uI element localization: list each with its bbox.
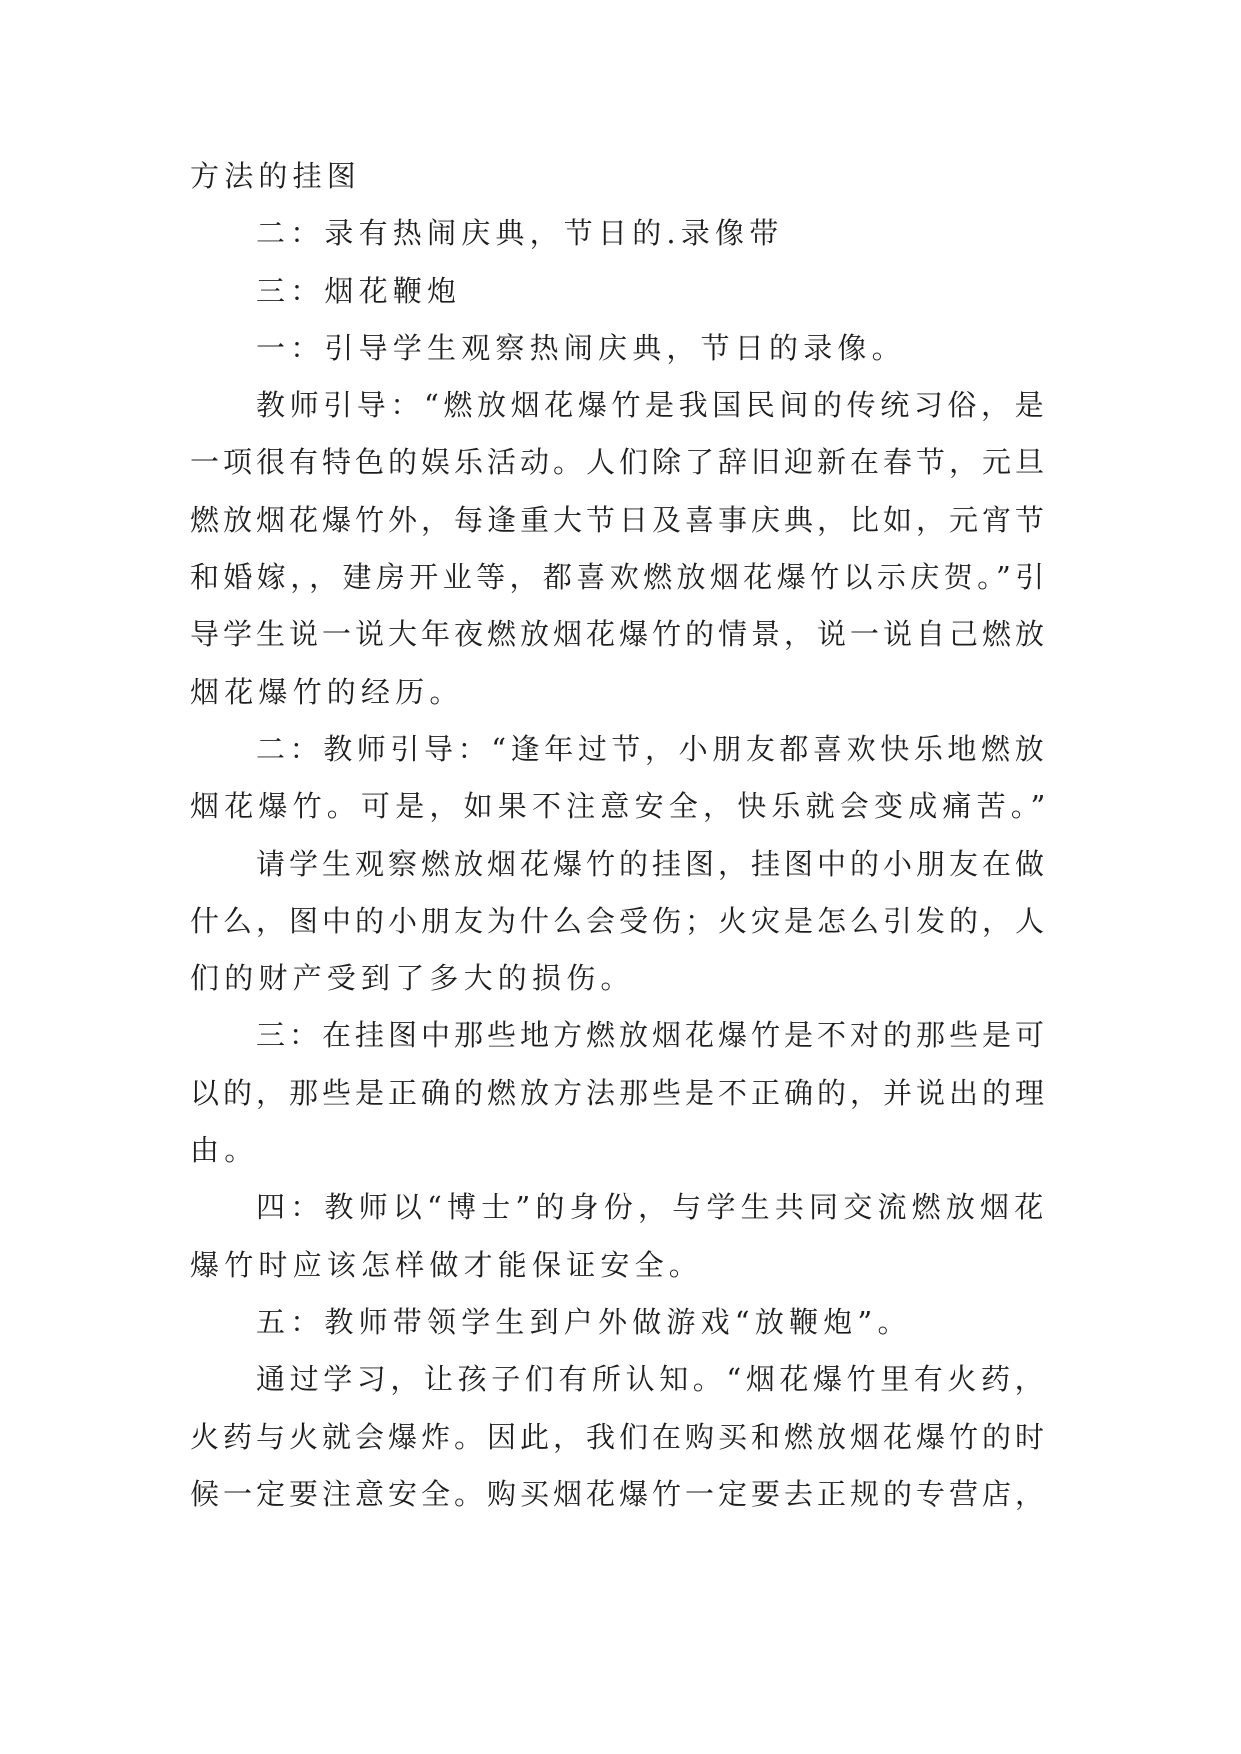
text-line: 五：教师带领学生到户外做游戏“放鞭炮”。 [256,1304,912,1339]
text-line: 由。 [190,1133,259,1168]
text-line: 二：教师引导：“逢年过节，小朋友都喜欢快乐地燃放 [256,731,1049,766]
text-line: 爆竹时应该怎样做才能保证安全。 [190,1247,704,1282]
text-line: 和婚嫁，，建房开业等，都喜欢燃放烟花爆竹以示庆贺。”引 [190,560,1049,595]
text-line: 以的，那些是正确的燃放方法那些是不正确的，并说出的理 [190,1075,1049,1110]
text-line: 候一定要注意安全。购买烟花爆竹一定要去正规的专营店， [190,1476,1049,1511]
text-line: 导学生说一说大年夜燃放烟花爆竹的情景，说一说自己燃放 [190,617,1049,652]
text-line: 方法的挂图 [190,159,362,193]
text-line: 一：引导学生观察热闹庆典，节日的录像。 [256,330,906,365]
text-line: 四：教师以“博士”的身份，与学生共同交流燃放烟花 [256,1190,1049,1225]
text-line: 烟花爆竹的经历。 [190,674,464,709]
text-line: 三：在挂图中那些地方燃放烟花爆竹是不对的那些是可 [256,1018,1049,1053]
text-line: 一项很有特色的娱乐活动。人们除了辞旧迎新在春节，元旦 [190,445,1049,480]
text-line: 三：烟花鞭炮 [256,273,462,308]
text-line: 通过学习，让孩子们有所认知。“烟花爆竹里有火药， [256,1362,1049,1397]
text-line: 火药与火就会爆炸。因此，我们在购买和燃放烟花爆竹的时 [190,1419,1049,1454]
text-line: 教师引导：“燃放烟花爆竹是我国民间的传统习俗，是 [256,388,1049,423]
text-line: 什么，图中的小朋友为什么会受伤；火灾是怎么引发的，人 [190,903,1049,938]
text-line: 们的财产受到了多大的损伤。 [190,961,635,996]
text-line: 烟花爆竹。可是，如果不注意安全，快乐就会变成痛苦。” [190,789,1051,824]
text-line: 请学生观察燃放烟花爆竹的挂图，挂图中的小朋友在做 [256,846,1049,881]
text-line: 二：录有热闹庆典，节日的.录像带 [256,216,784,251]
text-line: 燃放烟花爆竹外，每逢重大节日及喜事庆典，比如，元宵节 [190,502,1049,537]
document-body [190,148,1050,1523]
